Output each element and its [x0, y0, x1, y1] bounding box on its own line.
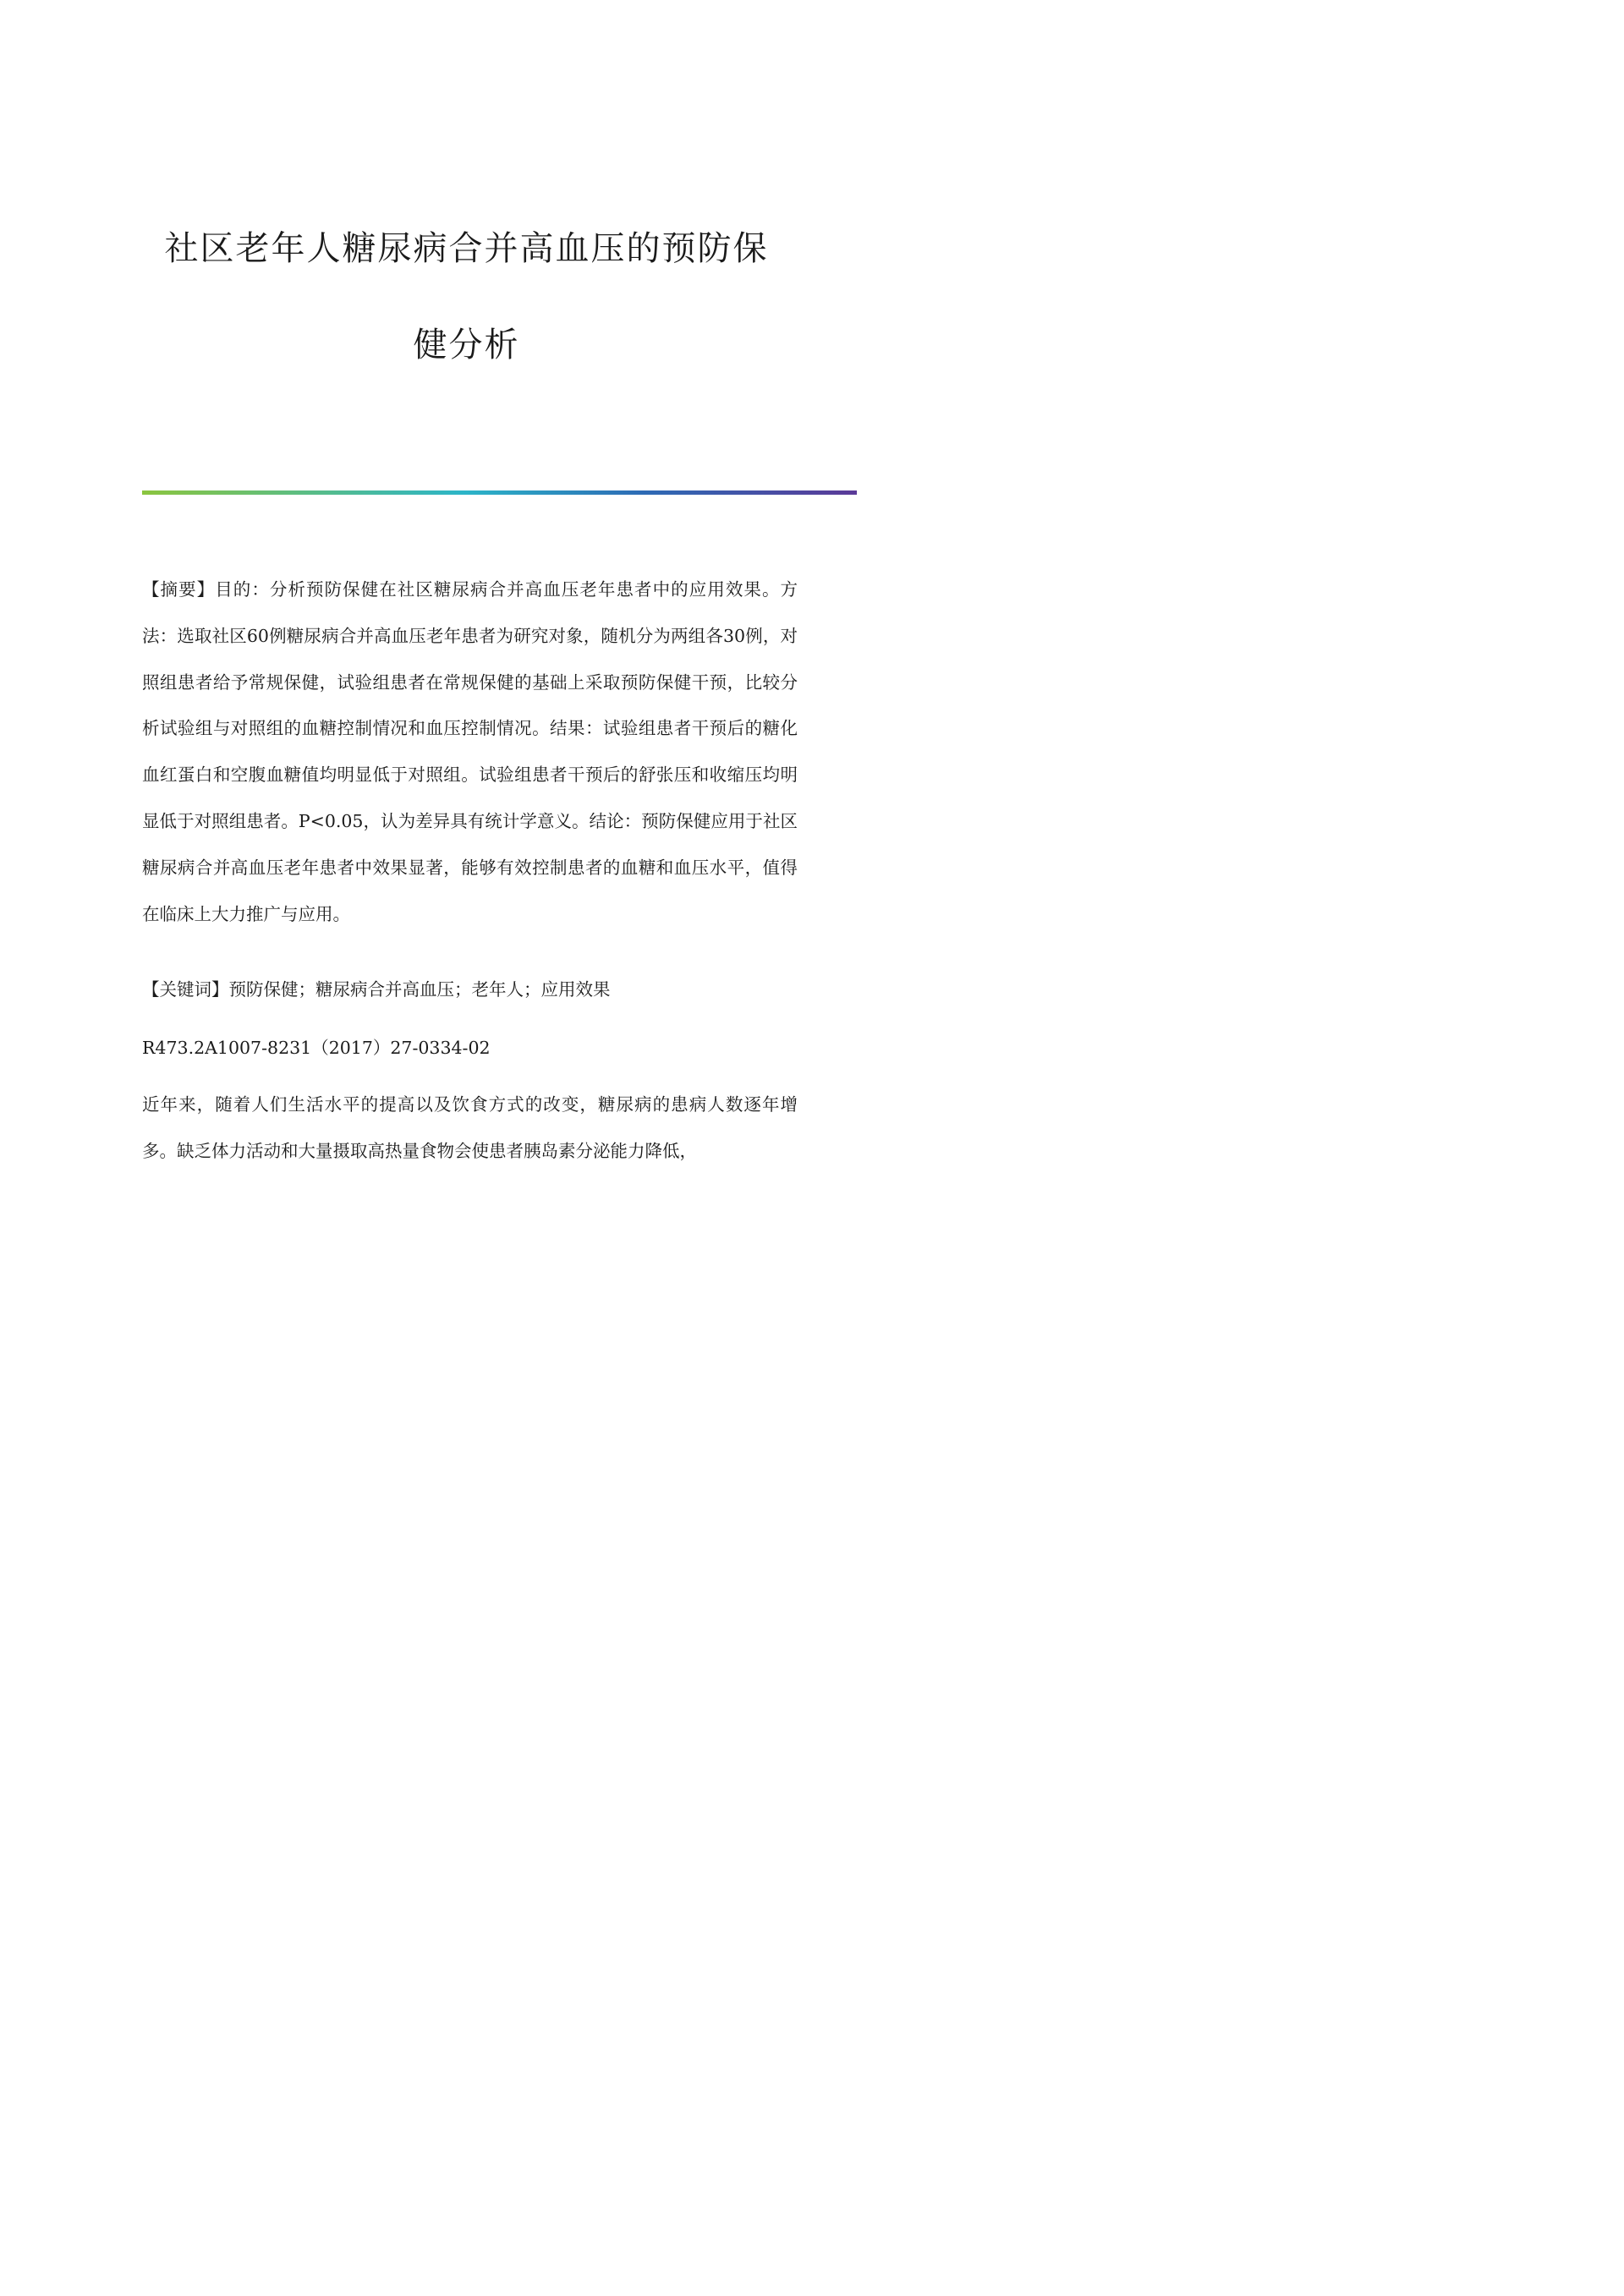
abstract-text: 目的：分析预防保健在社区糖尿病合并高血压老年患者中的应用效果。方法：选取社区60例糖尿病合并高血压老年患者为研究对象，随机分为两组各30例，对照组患者给予常规保健，试验组患者在常规保健的基础上采取预防保健干预，比较分析试验组与对照组的血糖控制情况和血压控制情况。结果：试验组患者干预后的糖化血红蛋白和空腹血糖值均明显低于对照组。试验组患者干预后的舒张压和收缩压均明显低于对照组患者。P<0.05，认为差异具有统计学意义。结论：预防保健应用于社区糖尿病合并高血压老年患者中效果显著，能够有效控制患者的血糖和血压水平，值得在临床上大力推广与应用。	[142, 579, 798, 924]
body-paragraph: 近年来，随着人们生活水平的提高以及饮食方式的改变，糖尿病的患病人数逐年增多。缺乏体力活动和大量摄取高热量食物会使患者胰岛素分泌能力降低，	[142, 1094, 798, 1161]
gradient-divider	[142, 490, 857, 495]
keywords-label: 【关键词】	[142, 979, 229, 1000]
document-page	[0, 0, 933, 1319]
document-title-line-1: 社区老年人糖尿病合并高血压的预防保	[164, 229, 769, 268]
document-title-line-2: 健分析	[413, 326, 520, 364]
keywords-text: 预防保健；糖尿病合并高血压；老年人；应用效果	[228, 979, 611, 1000]
abstract-paragraph	[142, 567, 798, 937]
keywords-paragraph	[142, 967, 798, 1012]
abstract-label: 【摘要】	[142, 579, 216, 600]
classification-code: R473.2A1007-8231（2017）27-0334-02	[142, 1038, 491, 1058]
